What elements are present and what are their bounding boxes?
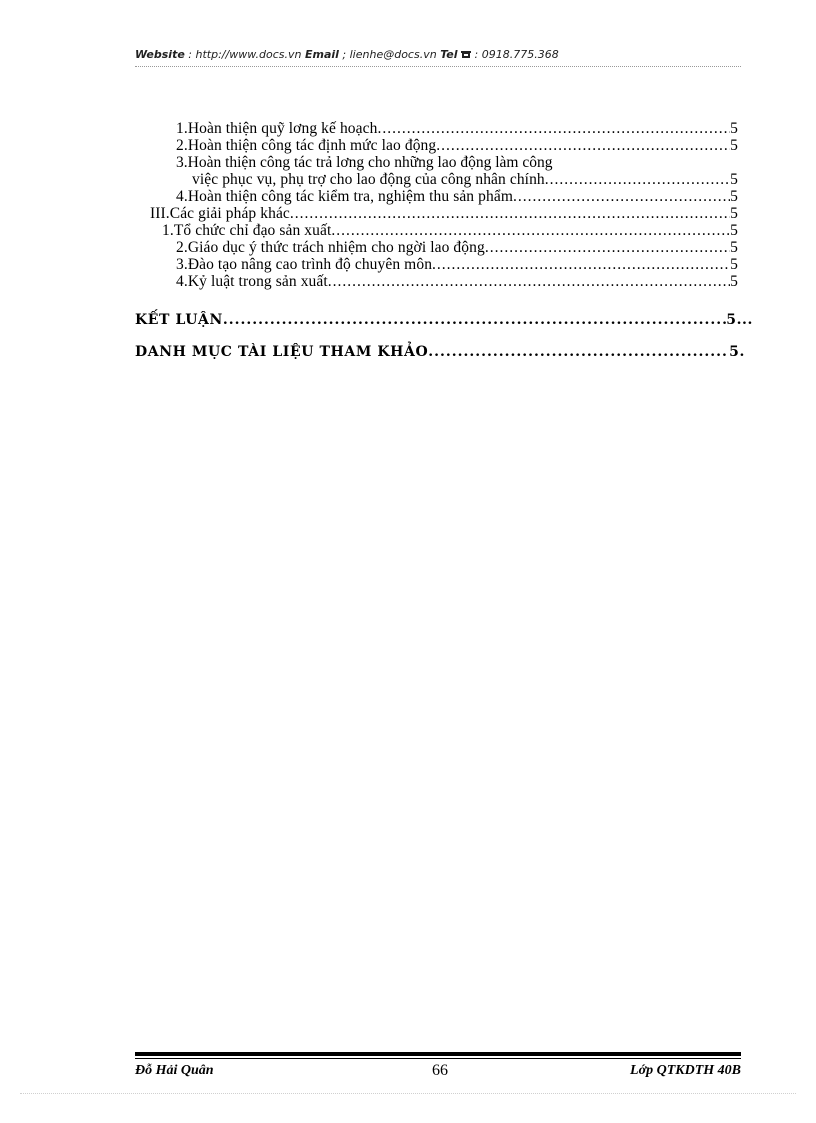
toc-entry [162,223,738,239]
toc-entry-page: 5. [729,344,745,360]
toc-entry-label: việc phục vụ, phụ trợ cho lao động của công nhân chính [192,171,545,188]
leader-dots [513,189,730,205]
toc-entry-page: 5 [730,205,738,222]
toc-entry-page: 5 [730,188,738,205]
toc-entry-page: 5 [730,137,738,154]
toc-entry-label: 4.Kỷ luật trong sản xuất [176,273,328,290]
leader-dots [485,240,730,256]
toc-entry-label: 2.Giáo dục ý thức trách nhiệm cho ngời lao động [176,239,485,256]
leader-dots [377,121,730,137]
leader-dots [436,138,730,154]
toc-entry-label: 1.Tổ chức chỉ đạo sản xuất [162,222,332,239]
toc-entry-page: 5... [726,312,753,328]
phone-icon [461,48,475,61]
toc-entry-label: III.Các giải pháp khác [150,205,290,222]
header-divider [135,66,741,67]
toc-entry [176,155,552,171]
toc-heading-conclusion [135,312,753,328]
toc-heading-references [135,344,745,360]
toc-entry-page: 5 [730,222,738,239]
toc-entry-page: 5 [730,273,738,290]
toc-entry [176,121,738,137]
leader-dots [428,344,729,360]
toc-entry-label: 2.Hoàn thiện công tác định mức lao động [176,137,437,154]
toc-entry-label: 3.Đào tạo nâng cao trình độ chuyên môn [176,256,433,273]
tel-label: Tel [440,48,458,61]
toc-entry [192,172,738,188]
page-bottom-border [20,1093,796,1094]
toc-entry-label: 3.Hoàn thiện công tác trả lơng cho những lao động làm công [176,154,553,171]
toc-entry-page: 5 [730,120,738,137]
website-value: : http://www.docs.vn [184,48,305,61]
toc-entry-page: 5 [730,239,738,256]
leader-dots [432,257,730,273]
tel-value: : 0918.775.368 [474,48,559,61]
footer-divider [135,1052,741,1056]
leader-dots [290,206,730,222]
website-label: Website [135,48,185,61]
toc-entry-label: 4.Hoàn thiện công tác kiểm tra, nghiệm thu sản phẩm [176,188,513,205]
email-label: Email [304,48,339,61]
toc-entry-label: DANH MỤC TÀI LIỆU THAM KHẢO [135,344,429,360]
toc-entry-page: 5 [730,171,738,188]
page-header [135,48,741,61]
page-number: 66 [432,1062,448,1079]
toc-entry [176,240,738,256]
leader-dots [328,274,730,290]
email-value: ; lienhe@docs.vn [338,48,441,61]
leader-dots [331,223,730,239]
toc-entry-label: KẾT LUẬN [135,312,223,328]
leader-dots [545,172,730,188]
leader-dots [223,312,726,328]
toc-section [150,206,738,222]
toc-entry [176,189,738,205]
toc-entry-page: 5 [730,256,738,273]
footer-divider-thin [135,1058,741,1059]
footer-class: Lớp QTKDTH 40B [630,1063,741,1078]
toc-entry [176,257,738,273]
footer-author: Đỗ Hải Quân [135,1063,214,1078]
toc-entry [176,274,738,290]
toc-entry-label: 1.Hoàn thiện quỹ lơng kế hoạch [176,120,378,137]
toc-entry [176,138,738,154]
